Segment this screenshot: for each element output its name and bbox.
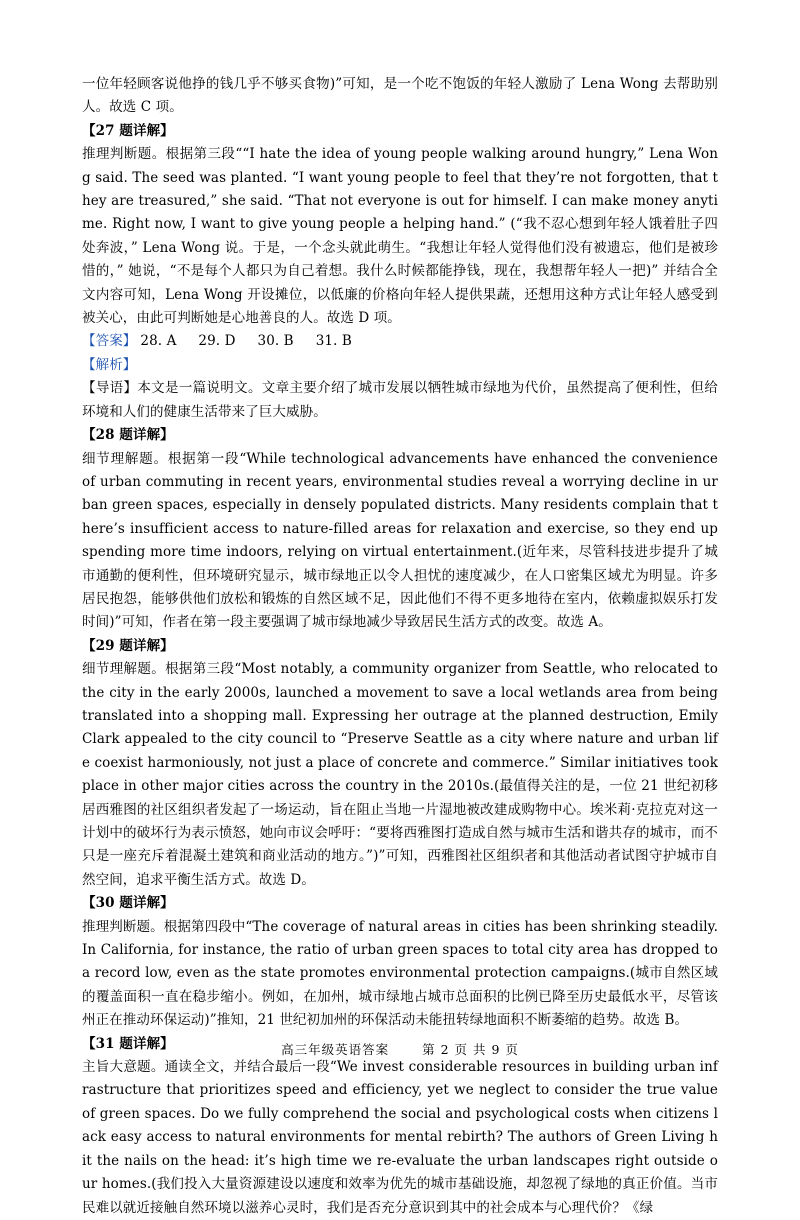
analysis-label: 【解析】 [82,356,137,373]
heading-q29: 【29 题详解】 [82,637,174,654]
paragraph-q28: 细节理解题。根据第一段“While technological advancements have enhanced the convenience of urban commuting in recent years, environmental studies reveal a worrying decline in urban green spaces, especially in densely populated districts. Many residents complain that there’s insufficient access to nature-filled areas for relaxation and exercise, so they end up spending more time indoors, relying on virtual entertainment.(近年来，尽管科技进步提升了城市通勤的便利性，但环境研究显示，城市绿地正以令人担忧的速度减少，在人口密集区域尤为明显。许多居民抱怨，能够供他们放松和锻炼的自然区域不足，因此他们不得不更多地待在室内，依赖虚拟娱乐打发时间)”可知，作者在第一段主要强调了城市绿地减少导致居民生活方式的改变。故选 A。 [82,450,718,631]
footer-subject: 高三年级英语答案 [281,1042,390,1057]
heading-q27: 【27 题详解】 [82,122,174,139]
heading-q30: 【30 题详解】 [82,895,174,912]
answer-line [82,330,718,353]
answer-28: 28. A [140,333,177,350]
answer-31: 31. B [315,333,352,350]
heading-q28: 【28 题详解】 [82,427,174,444]
answer-30: 30. B [257,333,294,350]
paragraph-intro: 【导语】本文是一篇说明文。文章主要介绍了城市发展以牺牲城市绿地为代价，虽然提高了便利性，但给环境和人们的健康生活带来了巨大威胁。 [82,380,718,420]
paragraph-q31: 主旨大意题。通读全文，并结合最后一段“We invest considerable resources in building urban infrastructure that prioritizes speed and efficiency, yet we neglect to consider the true value of green spaces. Do we fully comprehend the social and psychological costs when citizens lack easy access to natural environments for mental rebirth? The authors of Green Living hit the nails on the head: it’s high time we re-evaluate the urban landscapes right outside our homes.(我们投入大量资源建设以速度和效率为优先的城市基础设施，却忽视了绿地的真正价值。当市民难以就近接触自然环境以滋养心灵时，我们是否充分意识到其中的社会成本与心理代价？《绿 [82,1059,718,1216]
answer-label: 【答案】 [82,333,137,350]
page-footer [0,1040,800,1058]
footer-page-number: 第 2 页 共 9 页 [422,1042,519,1057]
paragraph-q29: 细节理解题。根据第三段“Most notably, a community organizer from Seattle, who relocated to the city in the early 2000s, launched a movement to save a local wetlands area from being translated into a shopping mall. Expressing her outrage at the planned destruction, Emily Clark appealed to the city council to “Preserve Seattle as a city where nature and urban life coexist harmoniously, not just a place of concrete and commerce.” Similar initiatives took place in other major cities across the country in the 2010s.(最值得关注的是，一位 21 世纪初移居西雅图的社区组织者发起了一场运动，旨在阻止当地一片湿地被改建成购物中心。埃米莉·克拉克对这一计划中的破坏行为表示愤怒，她向市议会呼吁：“要将西雅图打造成自然与城市生活和谐共存的城市，而不只是一座充斥着混凝土建筑和商业活动的地方。”)”可知，西雅图社区组织者和其他活动者试图守护城市自然空间，追求平衡生活方式。故选 D。 [82,661,718,888]
paragraph-q26-end: 一位年轻顾客说他挣的钱几乎不够买食物)”可知，是一个吃不饱饭的年轻人激励了 Lena Wong 去帮助别人。故选 C 项。 [82,76,718,116]
answer-29: 29. D [198,333,236,350]
paragraph-q27: 推理判断题。根据第三段““I hate the idea of young people walking around hungry,” Lena Wong said. The seed was planted. “I want young people to feel that they’re not forgotten, that they are treasured,” she said. “That not everyone is out for himself. I can make money anytime. Right now, I want to give young people a helping hand.” (“我不忍心想到年轻人饿着肚子四处奔波，” Lena Wong 说。于是，一个念头就此萌生。“我想让年轻人觉得他们没有被遗忘，他们是被珍惜的，” 她说，“不是每个人都只为自己着想。我什么时候都能挣钱，现在，我想帮年轻人一把)” 并结合全文内容可知，Lena Wong 开设摊位，以低廉的价格向年轻人提供果蔬，还想用这种方式让年轻人感受到被关心，由此可判断她是心地善良的人。故选 D 项。 [82,146,718,327]
paragraph-q30: 推理判断题。根据第四段中“The coverage of natural areas in cities has been shrinking steadily. In California, for instance, the ratio of urban green spaces to total city area has dropped to a record low, even as the state promotes environmental protection campaigns.(城市自然区域的覆盖面积一直在稳步缩小。例如，在加州，城市绿地占城市总面积的比例已降至历史最低水平，尽管该州正在推动环保运动)”推知，21 世纪初加州的环保活动未能扭转绿地面积不断萎缩的趋势。故选 B。 [82,918,718,1029]
heading-q31: 【31 题详解】 [82,1035,174,1052]
